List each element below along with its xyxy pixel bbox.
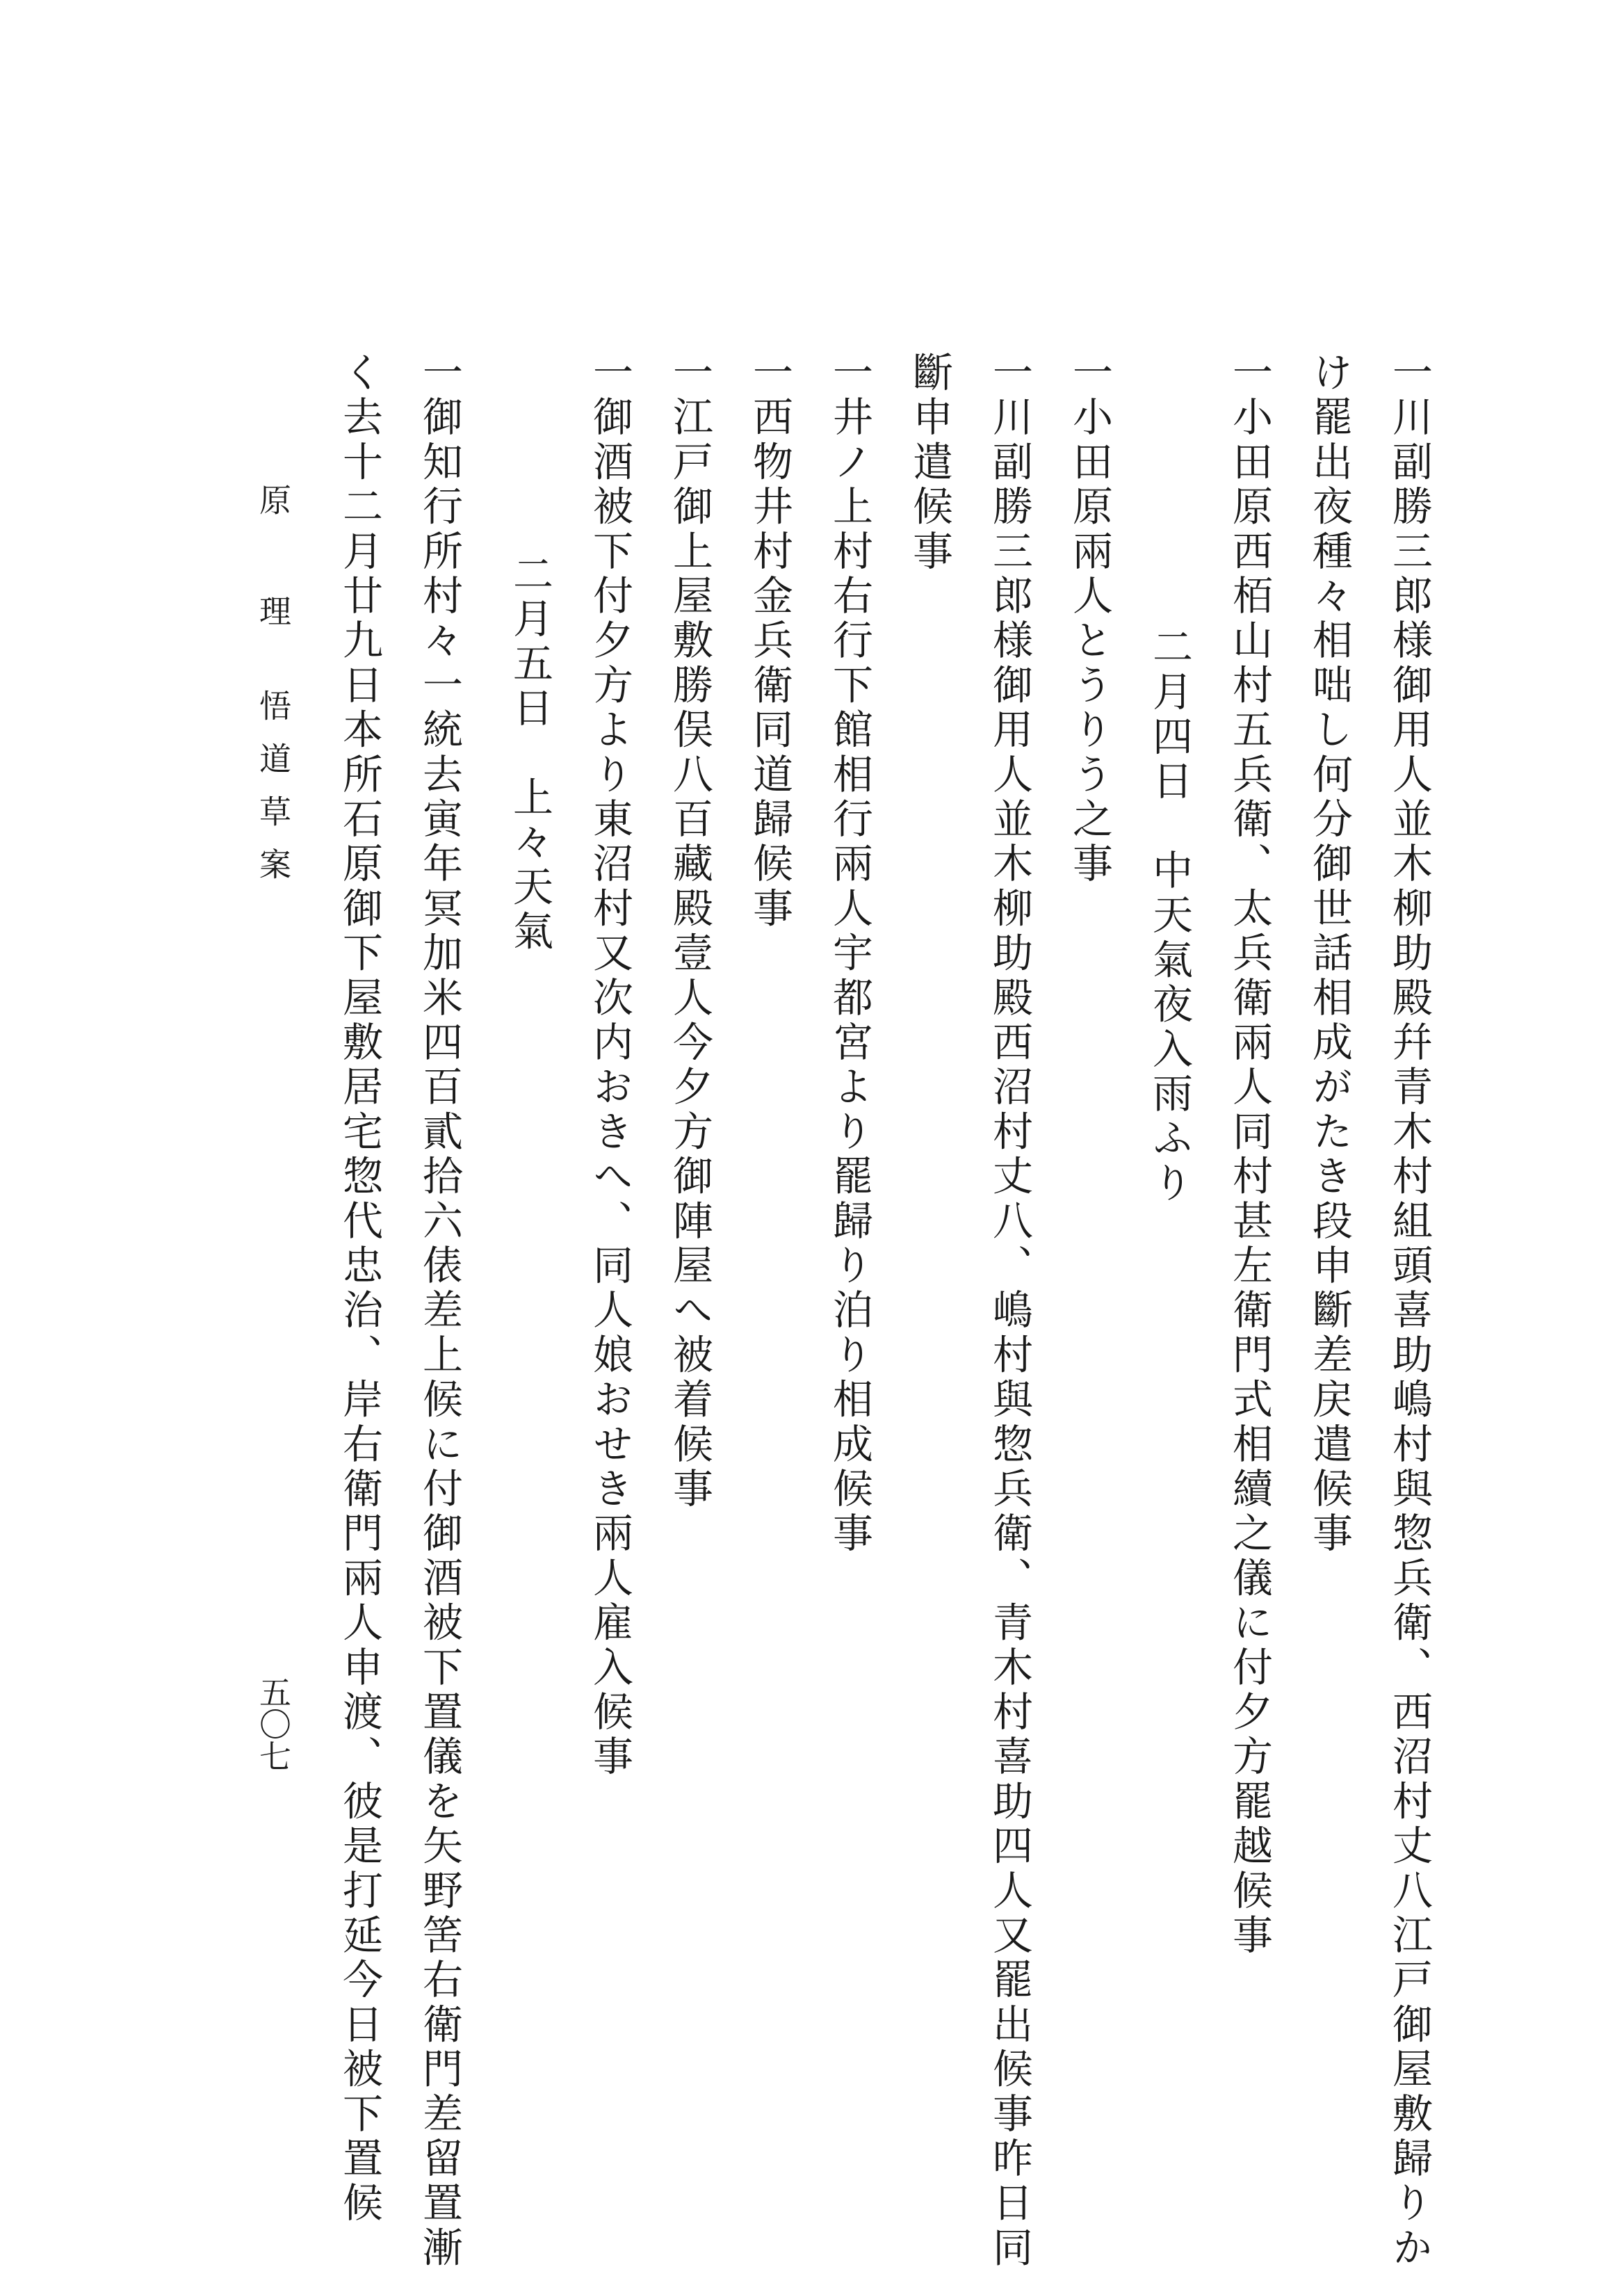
date-heading-feb5: 二月五日 上々天氣 [506,553,553,955]
text-column-9: 一西物井村金兵衛同道歸候事 [746,351,793,932]
text-column-6: 一川副勝三郎様御用人並木柳助殿西沼村丈八、嶋村與惣兵衛、青木村喜助四人又罷出候事昨日同 [986,351,1033,2271]
text-column-3: 一小田原西栢山村五兵衛、太兵衛兩人同村甚左衛門式相續之儀に付夕方罷越候事 [1226,351,1273,1959]
footer-title-part1: 原 理 [254,483,292,647]
text-column-13: 一御知行所村々一統去寅年冥加米四百貳拾六俵差上候に付御酒被下置儀を矢野筈右衛門差留置漸 [416,351,463,2271]
date-heading-feb4: 二月四日 中天氣夜入雨ふり [1146,626,1193,1206]
footer-title-part2: 悟道草案 [254,689,292,901]
text-column-14: く去十二月廿九日本所石原御下屋敷居宅惣代忠治、岸右衛門兩人申渡、彼是打延今日被下置候 [336,351,383,2227]
text-column-7: 斷申遣候事 [906,351,953,574]
text-column-2: け罷出夜種々相咄し何分御世話相成がたき段申斷差戻遣候事 [1306,351,1353,1557]
text-column-11: 一御酒被下付夕方より東沼村又次内おきへ、同人娘おせき兩人雇入候事 [586,351,633,1780]
text-column-8: 一井ノ上村右行下館相行兩人宇都宮より罷歸り泊り相成候事 [826,351,873,1557]
text-column-10: 一江戸御上屋敷勝俣八百藏殿壹人今夕方御陣屋へ被着候事 [666,351,713,1512]
text-column-5: 一小田原兩人とうりう之事 [1066,351,1113,887]
footer-title [254,483,292,901]
page-number: 五〇七 [254,1676,292,1772]
text-column-1: 一川副勝三郎様御用人並木柳助殿幷青木村組頭喜助嶋村與惣兵衛、西沼村丈八江戸御屋敷歸りか [1386,351,1433,2271]
